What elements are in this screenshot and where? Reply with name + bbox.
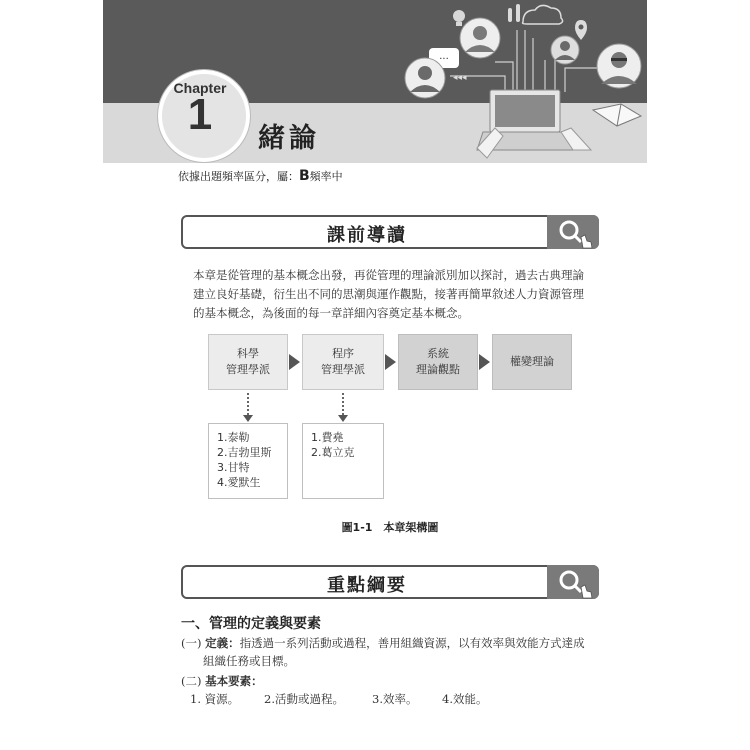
element-item: 1. 資源。 [190, 692, 240, 706]
book-icon [593, 104, 641, 126]
list-item: 1.費堯 [311, 431, 344, 444]
section-title-summary: 重點綱要 [327, 575, 407, 596]
section-bar-summary [181, 565, 599, 599]
list-item: 4.愛默生 [217, 476, 261, 489]
definition-text: 指透過一系列活動或過程，善用組織資源，以有效率與效能方式達成 [239, 636, 585, 650]
definition-continuation: 組織任務或目標。 [203, 654, 295, 668]
figure-caption: 圖1-1 本章架構圖 [341, 521, 439, 534]
cloud-icon [523, 5, 563, 24]
flow-arrow [289, 354, 300, 370]
frequency-level: B [299, 168, 310, 184]
list-item: 2.葛立克 [311, 446, 355, 459]
dotted-arrow-head [243, 415, 253, 422]
lightbulb-icon [453, 10, 465, 26]
definition-item [181, 634, 611, 670]
flow-box-scientific: 科學 管理學派 [208, 334, 288, 390]
search-icon-box [547, 565, 599, 599]
flow-arrow [385, 354, 396, 370]
avatar-glasses-icon [597, 44, 641, 88]
chapter-title: 緒論 [258, 123, 320, 154]
basic-marker: (二) [181, 674, 202, 688]
section-heading: 一、管理的定義與要素 [181, 616, 321, 632]
definition-marker: (一) [181, 636, 202, 650]
svg-text:···: ··· [439, 54, 449, 65]
basic-elements-item [181, 673, 263, 689]
basic-label: 基本要素： [205, 674, 263, 688]
avatar-boy-icon [405, 58, 445, 98]
avatar-man-icon [551, 36, 579, 64]
search-icon [547, 215, 599, 249]
avatar-woman-icon [460, 18, 500, 58]
chapter-number: 1 [187, 90, 213, 139]
flow-arrow [479, 354, 490, 370]
element-item: 3.效率。 [372, 692, 418, 706]
intro-paragraph: 本章是從管理的基本概念出發，再從管理的理論派別加以探討，過去古典理論建立良好基礎，衍生出不同的思潮與運作觀點，接著再簡單敘述人力資源管理的基本概念，為後面的每一章詳細內容奠定基本概念。 [193, 268, 584, 320]
list-item: 3.甘特 [217, 461, 250, 474]
list-item: 1.泰勒 [217, 431, 250, 444]
flow-box-systems: 系統 理論觀點 [398, 334, 478, 390]
element-item: 4.效能。 [442, 692, 488, 706]
element-item: 2.活動或過程。 [264, 692, 344, 706]
chapter-label: Chapter [173, 80, 227, 96]
wifi-icon [508, 4, 520, 22]
section-title-preview: 課前導讀 [327, 225, 407, 246]
location-pin-icon [575, 20, 587, 40]
list-box-process [302, 423, 384, 499]
flow-box-contingency: 權變理論 [492, 334, 572, 390]
frequency-line [178, 168, 343, 184]
list-box-scientific [208, 423, 288, 499]
frequency-suffix: 頻率中 [309, 170, 343, 183]
search-icon [547, 565, 599, 599]
list-item: 2.吉勃里斯 [217, 446, 272, 459]
frequency-prefix: 依據出題頻率區分，屬： [178, 170, 299, 183]
search-icon-box [547, 215, 599, 249]
dotted-arrow-head [338, 415, 348, 422]
flow-box-process: 程序 管理學派 [302, 334, 384, 390]
rewind-icon: ◂◂◂ [453, 73, 467, 83]
section-bar-preview [181, 215, 599, 249]
definition-label: 定義： [205, 636, 240, 650]
header-illustration [395, 0, 647, 163]
